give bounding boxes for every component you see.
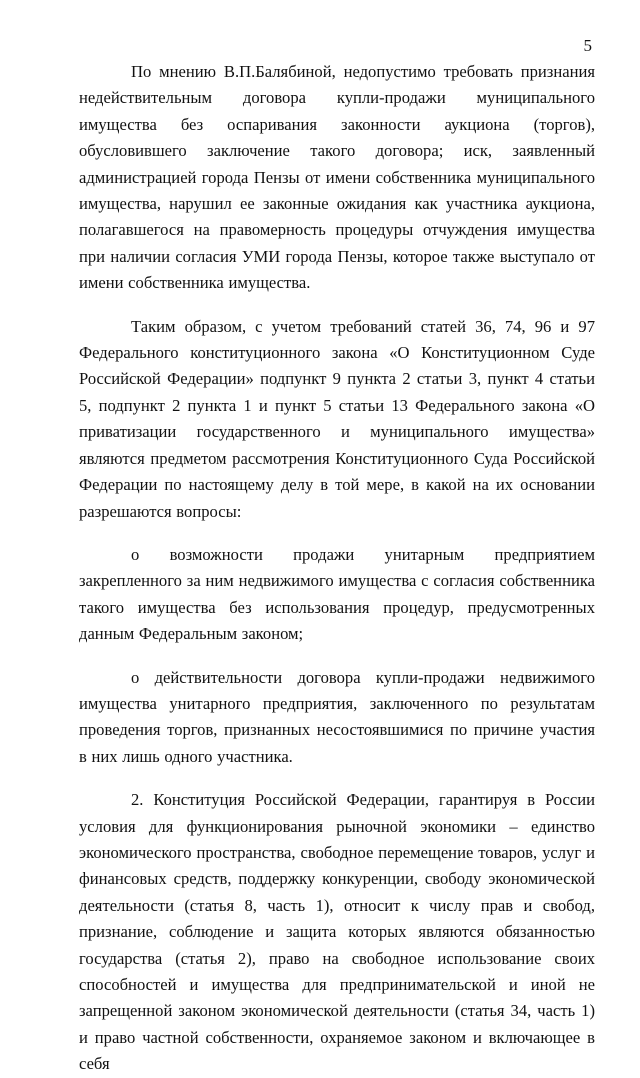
- paragraph-gap: [79, 648, 595, 665]
- paragraph-gap: [79, 770, 595, 787]
- paragraph-gap: [79, 525, 595, 542]
- document-body: [79, 59, 595, 1078]
- page-number: 5: [583, 36, 592, 55]
- paragraph-subject-of-review: Таким образом, с учетом требований статей 36, 74, 96 и 97 Федерального конституционного закона «О Конституционном Суде Российской Федерации» подпункт 9 пункта 2 статьи 3, пункт 4 статьи 5, подпункт 2 пункта 1 и пункт 5 статьи 13 Федерального закона «О приватизации государственного и муниципального имущества» являются предметом рассмотрения Конституционного Суда Российской Федерации по настоящему делу в той мере, в какой на их основании разрешаются вопросы:: [79, 316, 595, 521]
- paragraph-constitution: 2. Конституция Российской Федерации, гарантируя в России условия для функционирования рыночной экономики – единство экономического пространства, свободное перемещение товаров, услуг и финансовых средств, поддержку конкуренции, свободу экономической деятельности (статья 8, часть 1), относит к числу прав и свобод, признание, соблюдение и защита которых являются обязанностью государства (статья 2), право на свободное использование своих способностей и имущества для предпринимательской и иной не запрещенной законом экономической деятельности (статья 34, часть 1) и право частной собственности, охраняемое законом и включающее в себя: [79, 790, 595, 1074]
- paragraph-balyabina-opinion: По мнению В.П.Балябиной, недопустимо требовать признания недействительным договора купли-продажи муниципального имущества без оспаривания законности аукциона (торгов), обусловившего заключение такого договора; иск, заявленный администрацией города Пензы от имени собственника муниципального имущества, нарушил ее законные ожидания как участника аукциона, полагавшегося на правомерность процедуры отчуждения имущества при наличии согласия УМИ города Пензы, которое также выступало от имени собственника имущества.: [79, 62, 595, 293]
- paragraph-gap: [79, 297, 595, 314]
- paragraph-question-validity: о действительности договора купли-продажи недвижимого имущества унитарного предприятия, заключенного по результатам проведения торгов, признанных несостоявшимися по причине участия в них лишь одного участника.: [79, 667, 595, 766]
- paragraph-question-sale: о возможности продажи унитарным предприятием закрепленного за ним недвижимого имущества с согласия собственника такого имущества без использования процедур, предусмотренных данным Федеральным законом;: [79, 544, 595, 644]
